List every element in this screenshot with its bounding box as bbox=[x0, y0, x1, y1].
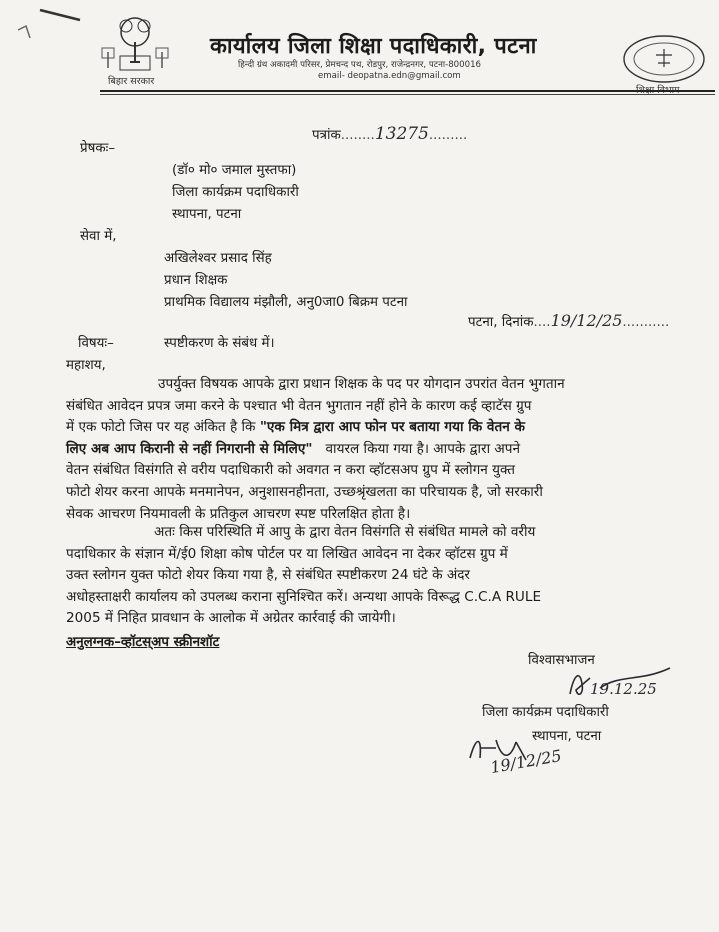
bihar-government-emblem bbox=[100, 12, 170, 90]
body-paragraph-1 bbox=[66, 374, 713, 525]
closing: विश्वासभाजन bbox=[528, 653, 595, 668]
office-title: कार्यालय जिला शिक्षा पदाधिकारी, पटना bbox=[210, 34, 537, 59]
p1-line-3 bbox=[66, 417, 713, 439]
sender-designation: जिला कार्यक्रम पदाधिकारी bbox=[172, 185, 299, 200]
p2-line-4: अधोहस्ताक्षरी कार्यालय को उपलब्ध कराना सुनिश्चित करें। अन्यथा आपके विरूद्ध C.C.A RULE bbox=[66, 588, 542, 605]
enclosure-note: अनुलग्नक–व्हॉटस्अप स्क्रीनशॉट bbox=[66, 635, 220, 650]
initials-date: 19/12/25 bbox=[488, 745, 563, 778]
quoted-slogan-part-1: "एक मित्र द्वारा आप फोन पर बताया गया कि वेतन के bbox=[259, 419, 525, 436]
bodhi-tree-icon bbox=[100, 12, 170, 76]
p1-line-4-tail: वायरल किया गया है। आपके द्वारा अपने bbox=[325, 440, 521, 457]
office-address: हिन्दी ग्रंथ अकादमी परिसर, प्रेमचन्द पथ, रोडपुर, राजेन्द्रनगर, पटना-800016 bbox=[238, 60, 482, 70]
signatory-office: स्थापना, पटना bbox=[532, 729, 602, 744]
p1-line-4 bbox=[66, 439, 713, 461]
recipient-name: अखिलेश्वर प्रसाद सिंह bbox=[164, 251, 272, 266]
seal-circle-icon bbox=[620, 33, 708, 83]
quoted-slogan-part-2: लिए अब आप किरानी से नहीं निगरानी से मिलिए bbox=[66, 440, 306, 457]
letterhead-rule-thin bbox=[100, 94, 715, 95]
sender-office: स्थापना, पटना bbox=[172, 207, 242, 222]
p2-line-1: अतः किस परिस्थिति में आपु के द्वारा वेतन विसंगति से संबंधित मामले को वरीय bbox=[154, 524, 536, 540]
p1-line-1: उपर्युक्त विषयक आपके द्वारा प्रधान शिक्षक के पद पर योगदान उपरांत वेतन भुगतान bbox=[158, 376, 565, 392]
office-email: email- deopatna.edn@gmail.com bbox=[318, 71, 461, 81]
p1-line-7: सेवक आचरण नियमावली के प्रतिकुल आचरण स्पष्ट परिलक्षित होता है। bbox=[66, 505, 411, 522]
p2-line-5: 2005 में निहित प्रावधान के आलोक में अग्रेतर कार्रवाई की जायेगी। bbox=[66, 610, 396, 627]
p2-line-3: उक्त स्लोगन युक्त फोटो शेयर किया गया है, से संबंधित स्पष्टीकरण 24 घंटे के अंदर bbox=[66, 567, 470, 584]
signature-date: 19.12.25 bbox=[590, 680, 657, 698]
scan-stroke-mark bbox=[0, 0, 90, 40]
p1-line-5: वेतन संबंधित विसंगति से वरीय पदाधिकारी को अवगत न करा व्हॉटसअप ग्रुप में स्लोगन युक्त bbox=[66, 462, 516, 479]
p1-line-6: फोटो शेयर करना आपके मनमानेपन, अनुशासनहीनता, उच्छश्रृंखलता का परिचायक है, जो सरकारी bbox=[66, 483, 543, 500]
sender-name: (डॉ० मो० जमाल मुस्तफा) bbox=[172, 163, 297, 178]
p1-line-2: संबंधित आवेदन प्रपत्र जमा करने के पश्चात भी वेतन भुगतान नहीं होने के कारण कई व्हाटॅस ग्रुप bbox=[66, 397, 532, 414]
letter-number: पत्रांक........13275......... bbox=[312, 124, 468, 144]
date-label: पटना, दिनांक bbox=[468, 315, 534, 330]
recipient-school: प्राथमिक विद्यालय मंझौली, अनु0जा0 बिक्रम पटना bbox=[164, 295, 408, 310]
recipient-label: सेवा में, bbox=[80, 229, 117, 244]
p1-line-3-text: में एक फोटो जिस पर यह अंकित है कि bbox=[66, 419, 256, 436]
sender-label: प्रेषकः– bbox=[80, 141, 116, 156]
p2-line-2: पदाधिकार के संज्ञान में/ई0 शिक्षा कोष पोर्टल पर या लिखित आवेदन ना देकर व्हॉटस ग्रुप में bbox=[66, 545, 508, 562]
signatory-designation: जिला कार्यक्रम पदाधिकारी bbox=[482, 705, 609, 720]
letterhead-rule bbox=[100, 90, 715, 92]
left-emblem-caption: बिहार सरकार bbox=[108, 76, 155, 87]
education-department-seal bbox=[620, 33, 708, 95]
subject-text: स्पष्टीकरण के संबंध में। bbox=[164, 336, 275, 351]
letter-number-value: 13275 bbox=[374, 124, 429, 144]
quote-close-mark: " bbox=[305, 440, 313, 457]
letter-number-label: पत्रांक bbox=[312, 128, 341, 143]
salutation: महाशय, bbox=[66, 358, 106, 373]
recipient-designation: प्रधान शिक्षक bbox=[164, 273, 228, 288]
date-value: 19/12/25 bbox=[550, 311, 623, 330]
subject-label: विषयः– bbox=[78, 336, 114, 351]
body-paragraph-2 bbox=[66, 522, 713, 630]
letter-date: पटना, दिनांक....19/12/25........... bbox=[468, 311, 670, 330]
